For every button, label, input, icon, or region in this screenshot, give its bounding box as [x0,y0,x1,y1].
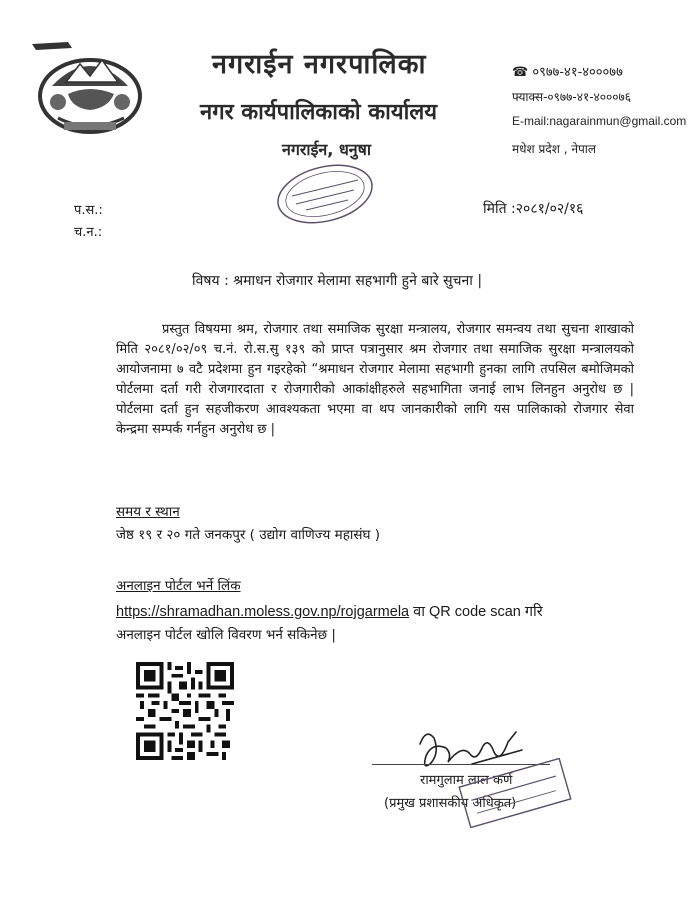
qr-code-icon[interactable] [136,662,234,760]
link-suffix-text: वा QR code scan गरि [409,604,543,620]
letter-date: मिति :२०८१/०२/१६ [483,201,584,217]
email-address: E-mail:nagarainmun@gmail.com [512,114,687,128]
subject-line: विषय : श्रमाधन रोजगार मेलामा सहभागी हुने बारे सुचना | [192,273,483,289]
body-paragraph: प्रस्तुत विषयमा श्रम, रोजगार तथा समाजिक सुरक्षा मन्त्रालय, रोजगार समन्वय तथा सुचना शाखाको मिति २०८१/०२/०९ च.नं. रो.स.सु १३९ को प्राप्त पत्रानुसार श्रम रोजगार तथा समाजिक सुरक्षा मन्त्रालयको आयोजनामा ७ वटै प्रदेशमा हुन गइरहेको “श्रमाधन रोजगार मेलामा सहभागी हुनका लागि तपसिल बमोजिमको पोर्टलमा दर्ता गरी रोजगारदाता र रोजगारीको आकांक्षीहरुले सहभागिता जनाई लाभ लिनहुन अनुरोध छ | पोर्टलमा दर्ता हुन सहजीकरण आवश्यकता भएमा वा थप जानकारीको लागि यस पालिकाको रोजगार सेवा केन्द्रमा सम्पर्क गर्नहुन अनुरोध छ | [116,322,634,437]
government-emblem-icon [28,38,146,138]
phone-number [512,62,623,80]
signatory-name: रामगुलाम लाल कर्ण [420,773,513,788]
portal-link[interactable]: https://shramadhan.moless.gov.np/rojgarmela [116,604,410,620]
fax-number: फ्याक्स-०९७७-४१-४०००७६ [512,90,631,104]
office-name: नगर कार्यपालिकाको कार्यालय [200,100,437,125]
signatory-stamp-icon [455,758,575,828]
organization-name: नगराईन नगरपालिका [212,49,427,80]
district-name: नगराईन, धनुषा [282,140,372,159]
office-stamp-icon [270,160,380,226]
phone-value: ०९७७-४१-४०००७७ [532,65,623,80]
reference-number-label: प.स.: [74,203,103,218]
signatory-title: (प्रमुख प्रशासकीय अधिकृत) [384,796,517,811]
online-link-line-2: अनलाइन पोर्टल खोलि विवरण भर्न सकिनेछ | [116,627,336,643]
province-address: मधेश प्रदेश , नेपाल [512,142,597,156]
time-place-text: जेष्ठ १९ र २० गते जनकपुर ( उद्योग वाणिज्य महासंघ ) [116,527,381,543]
online-link-heading: अनलाइन पोर्टल भर्ने लिंक [116,578,241,594]
online-link-line [116,601,543,621]
telephone-icon: ☎ [512,65,533,80]
time-place-heading: समय र स्थान [116,504,180,520]
dispatch-number-label: च.न.: [74,225,103,240]
